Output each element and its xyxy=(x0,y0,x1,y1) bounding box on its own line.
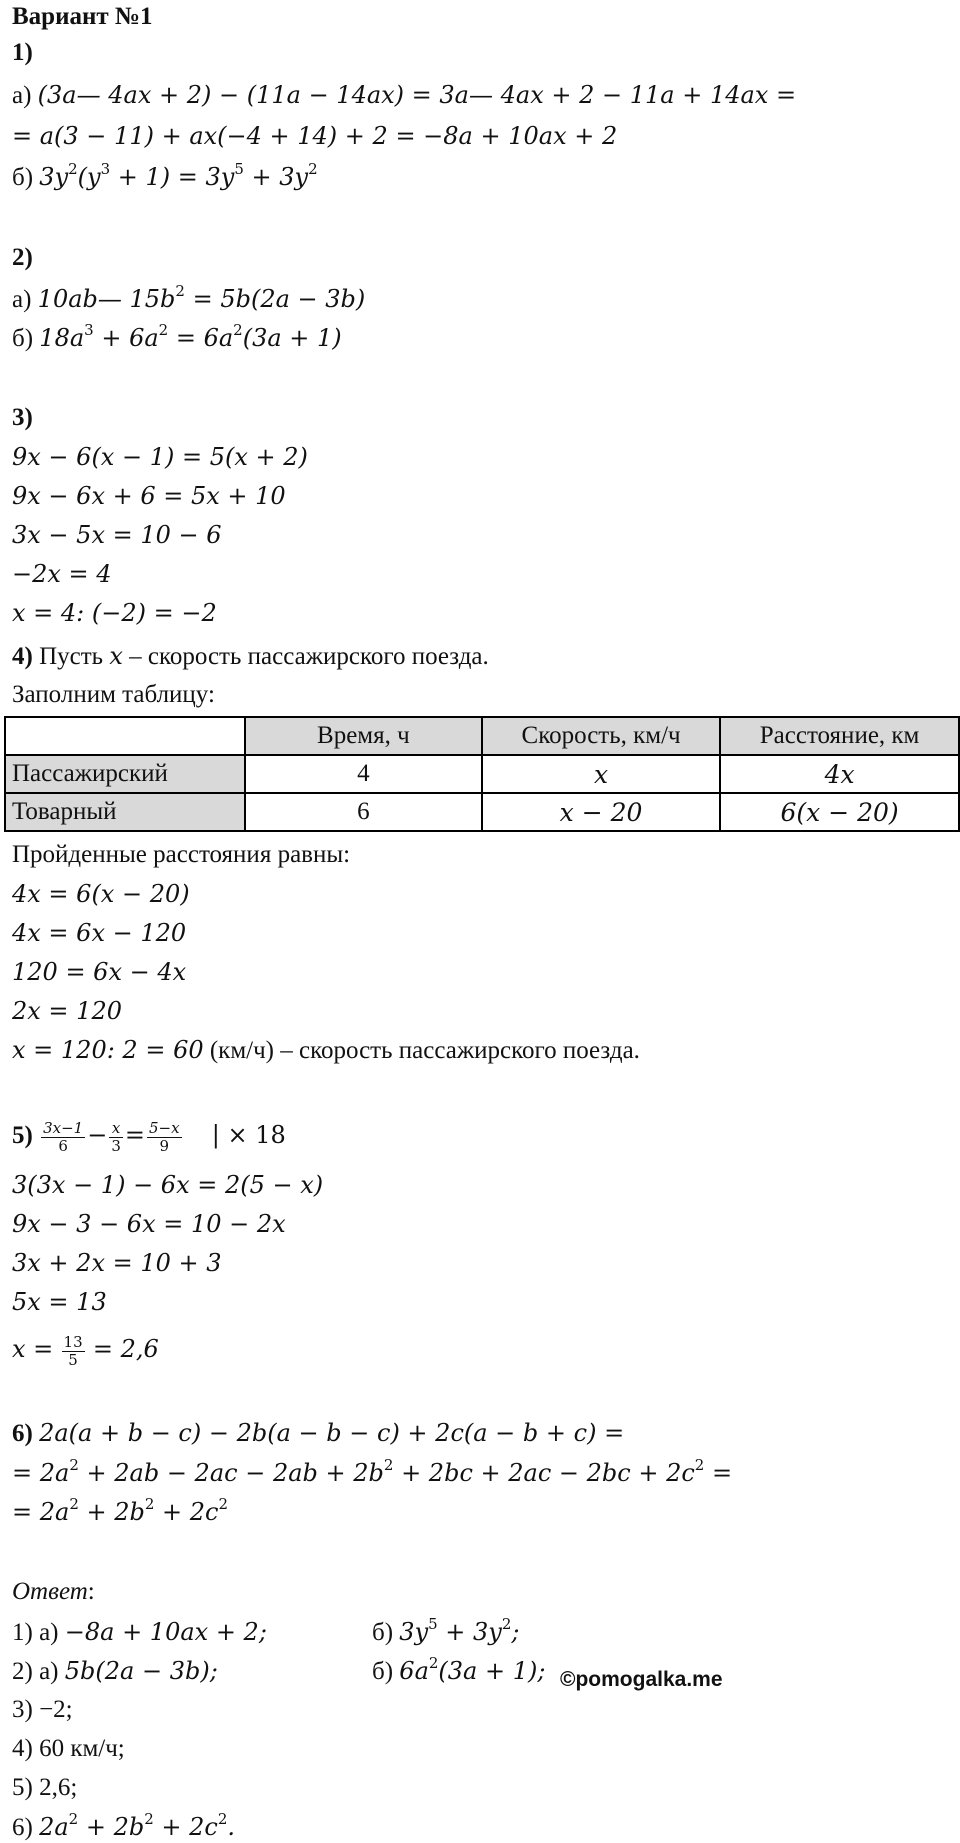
fraction: $\frac{3x-1}{6}$ xyxy=(43,1119,84,1155)
task6-line-3: = $2a^2 + 2b^2 + 2c^2$ xyxy=(12,1495,229,1526)
table-header-cell: Скорость, км/ч xyxy=(482,717,720,755)
table-cell-label: Товарный xyxy=(5,793,245,831)
watermark-logo: ©pomogalka.me xyxy=(560,1668,723,1691)
task4-final: x = 120: 2 = 60 (км/ч) – скорость пассажирского поезда. xyxy=(12,1036,640,1064)
task5-line-1: 3(3x − 1) − 6x = 2(5 − x) xyxy=(12,1171,324,1199)
answer-5: 5) 2,6; xyxy=(12,1774,78,1801)
fraction: $\frac{13}{5}$ xyxy=(63,1333,83,1369)
answer-title: Ответ: xyxy=(12,1578,95,1605)
table-cell: x − 20 xyxy=(482,793,720,831)
task5-line-4: 5x = 13 xyxy=(12,1288,107,1316)
task2-a-line: а) 10ab— $15b^2 = 5b(2a - 3b)$ xyxy=(12,282,366,313)
task5-line-2: 9x − 3 − 6x = 10 − 2x xyxy=(12,1210,286,1238)
task4-label: 4) xyxy=(12,643,33,670)
table-cell-label: Пассажирский xyxy=(5,755,245,793)
multiplier: | × 18 xyxy=(211,1121,286,1150)
table-header-cell: Расстояние, км xyxy=(720,717,959,755)
task5-final: x = $\frac{13}{5}$ = 2,6 xyxy=(12,1333,159,1369)
task1-a-expression: (3a— 4ax + 2) − (11a − 14ax) = 3a— 4ax + 2 − 11a + 14ax = xyxy=(37,81,797,109)
task1-b-prefix: б) xyxy=(12,164,34,191)
table-cell: x xyxy=(482,755,720,793)
fraction: $\frac{x}{3}$ xyxy=(111,1119,121,1155)
table-cell: 6(x − 20) xyxy=(720,793,959,831)
task6-line-2: = $2a^2 + 2ab - 2ac - 2ab + 2b^2 + 2bc + 2ac - 2bc + 2c^2$ = xyxy=(12,1456,733,1487)
task5-line-3: 3x + 2x = 10 + 3 xyxy=(12,1249,222,1277)
task3-label: 3) xyxy=(12,404,33,431)
task3-line-5: x = 4: (−2) = −2 xyxy=(12,599,217,627)
table-cell: 4x xyxy=(720,755,959,793)
task4-line-3: 120 = 6x − 4x xyxy=(12,958,187,986)
task1-a-prefix: а) xyxy=(12,82,32,109)
task5-equation: 5) $\frac{3x-1}{6}$ − $\frac{x}{3}$ = $\frac{5-x}{9}$ | × 18 xyxy=(12,1119,286,1155)
task3-line-1: 9x − 6(x − 1) = 5(x + 2) xyxy=(12,443,308,471)
task4-line-4: 2x = 120 xyxy=(12,997,122,1025)
task3-line-2: 9x − 6x + 6 = 5x + 10 xyxy=(12,482,286,510)
answer-2a: 2) а) 5b(2a − 3b); xyxy=(12,1657,218,1685)
task3-line-4: −2x = 4 xyxy=(12,560,112,588)
table-cell: 6 xyxy=(245,793,482,831)
table-header-row xyxy=(5,717,959,755)
answer-3: 3) −2; xyxy=(12,1696,73,1723)
table-row xyxy=(5,793,959,831)
table-row xyxy=(5,755,959,793)
task4-line-2: 4x = 6x − 120 xyxy=(12,919,187,947)
variant-title: Вариант №1 xyxy=(12,3,153,30)
answer-2b: б) $6a^2(3a + 1)$; xyxy=(372,1654,546,1685)
answer-1a: 1) а) −8a + 10ax + 2; xyxy=(12,1618,267,1646)
table-header-cell: Время, ч xyxy=(245,717,482,755)
task4-fill-table: Заполним таблицу: xyxy=(12,681,215,708)
task4-equal-text: Пройденные расстояния равны: xyxy=(12,841,351,868)
table-cell: 4 xyxy=(245,755,482,793)
task2-a-prefix: а) xyxy=(12,286,32,313)
task3-line-3: 3x − 5x = 10 − 6 xyxy=(12,521,222,549)
task1-label: 1) xyxy=(12,39,33,66)
table-header-cell xyxy=(5,717,245,755)
task2-label: 2) xyxy=(12,244,33,271)
answer-4: 4) 60 км/ч; xyxy=(12,1735,125,1762)
task6-line-1: 6) 2a(a + b − c) − 2b(a − b − c) + 2c(a − b + c) = xyxy=(12,1419,625,1447)
fraction: $\frac{5-x}{9}$ xyxy=(148,1119,180,1155)
answer-6: 6) $2a^2 + 2b^2 + 2c^2$. xyxy=(12,1810,236,1841)
task2-b-prefix: б) xyxy=(12,325,34,352)
task4-intro: 4) Пусть x – скорость пассажирского поезда. xyxy=(12,642,489,670)
task5-label: 5) xyxy=(12,1122,33,1150)
speed-table xyxy=(4,716,960,832)
task1-b-line: б) $3y^2(y^3 + 1) = 3y^5 + 3y^2$ xyxy=(12,160,318,191)
task1-a-line1 xyxy=(12,80,796,111)
answer-1b: б) $3y^5 + 3y^2$; xyxy=(372,1615,520,1646)
task6-label: 6) xyxy=(12,1420,33,1447)
task2-b-line: б) $18a^3 + 6a^2 = 6a^2(3a + 1)$ xyxy=(12,321,342,352)
task1-a-line2: = a(3 − 11) + ax(−4 + 14) + 2 = −8a + 10ax + 2 xyxy=(12,122,618,150)
task4-line-1: 4x = 6(x − 20) xyxy=(12,880,190,908)
